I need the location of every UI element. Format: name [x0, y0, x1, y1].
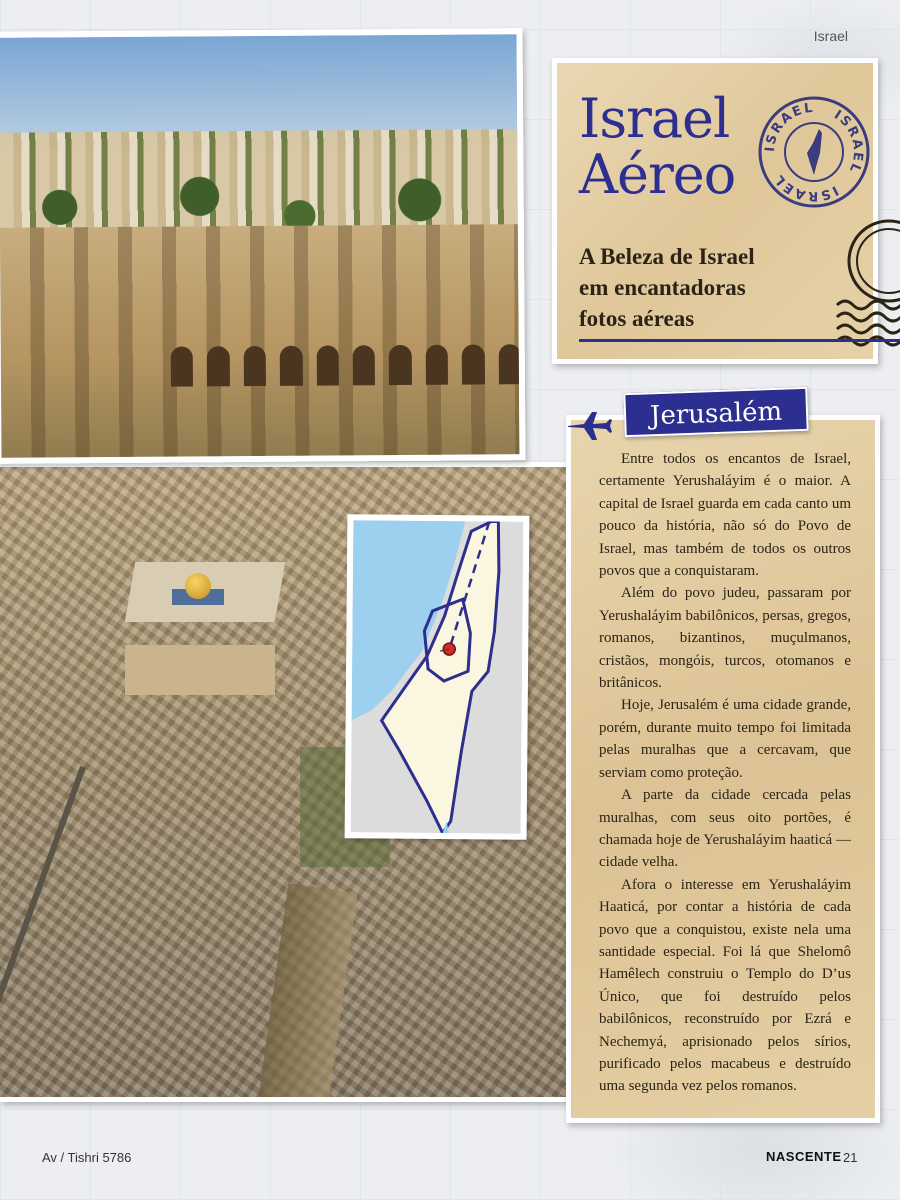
magazine-logo: NASCENTE: [766, 1149, 842, 1164]
title-line-1: Israel: [579, 87, 730, 150]
subtitle-line-1: A Beleza de Israel: [579, 244, 755, 269]
golden-dome: [185, 573, 211, 599]
israel-map-inset: [345, 514, 530, 840]
section-tag-jerusalem: Jerusalém: [623, 387, 808, 437]
road: [0, 766, 86, 1102]
paragraph: A parte da cidade cercada pelas muralhas, com seus oito portões, é chamada hoje de Yerushaláyim haaticá — cidade velha.: [599, 787, 851, 871]
jerusalem-marker: [443, 643, 455, 655]
israel-map: [351, 520, 524, 833]
paragraph: Além do povo judeu, passaram por Yerushaláyim babilônicos, persas, gregos, romanos, bizantinos, muçulmanos, cristãos, mongóis, turcos, otomanos e britânicos.: [599, 585, 851, 692]
page-number: 21: [843, 1150, 858, 1165]
paragraph: Entre todos os encantos de Israel, certamente Yerushaláyim é o maior. A capital de Israel guarda em cada canto um pouco da história, não só do Povo de Israel, mas também de todos os outros povos que a conquistaram.: [599, 451, 851, 580]
section-label: Israel: [813, 28, 848, 44]
subtitle-line-3: fotos aéreas: [579, 306, 695, 331]
airplane-icon: [566, 408, 612, 444]
title-card: [552, 58, 878, 364]
paragraph: Hoje, Jerusalém é uma cidade grande, porém, durante muito tempo foi limitada pelas muralhas que a cercavam, que serviam como proteção.: [599, 697, 851, 781]
article-text-card: [566, 415, 880, 1123]
subtitle: [579, 241, 789, 334]
israel-stamp-icon: [755, 93, 873, 211]
stamp-text-1: ISRAEL: [762, 100, 816, 153]
page-title: [579, 87, 769, 206]
stamp-text-3: ISRAEL: [770, 170, 841, 204]
photo-city-walls: [0, 28, 526, 464]
valley: [252, 883, 358, 1102]
title-line-2: Aéreo: [579, 143, 736, 206]
svg-text:ISRAEL: [831, 108, 865, 177]
paragraph: Afora o interesse em Yerushaláyim Haaticá, por contar a história de cada povo que a conquistou, existe nela uma santidade especial. Foi lá que Shelomô Hamêlech construiu o Templo do D’us Único, que foi destruído pelos babilônicos, reconstruído por Ezrá e Nechemyá, aprisionado pelos sírios, purificado pelos macabeus e destruído uma segunda vez pelos romanos.: [599, 876, 851, 1095]
svg-text:ISRAEL: [763, 101, 815, 153]
postmark-lines-icon: [827, 213, 900, 353]
mosque-building: [125, 645, 275, 695]
issue-date: Av / Tishri 5786: [42, 1150, 132, 1165]
photo-arches: [161, 334, 521, 397]
title-rule: [579, 339, 900, 342]
stamp-text-2: ISRAEL: [831, 107, 866, 177]
subtitle-line-2: em encantadoras: [579, 275, 746, 300]
